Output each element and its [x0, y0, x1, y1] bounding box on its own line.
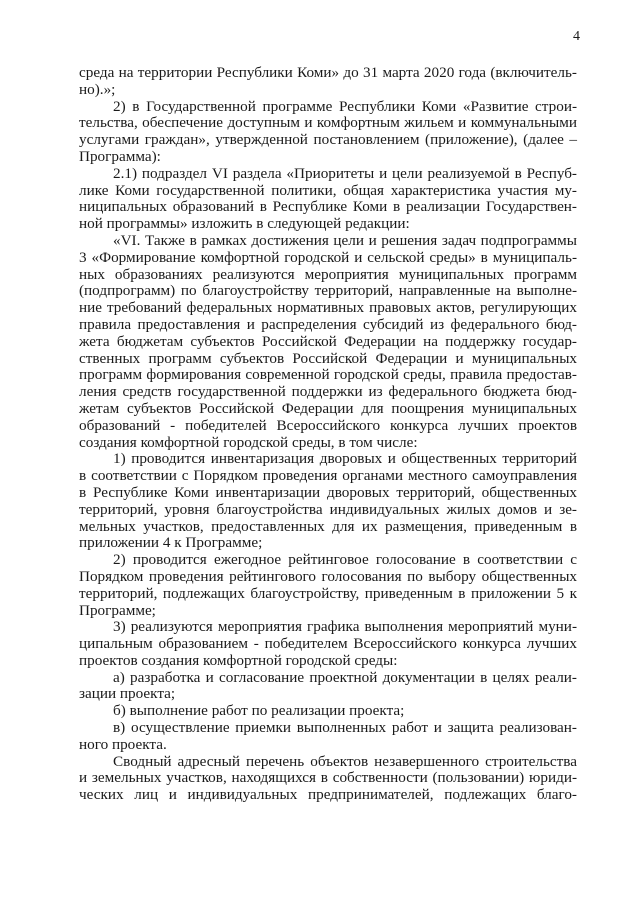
text-line: территорий, уровня благоустройства индивидуальных жилых домов и зе- [79, 500, 577, 518]
page-number: 4 [573, 29, 580, 44]
text-line: лике Коми государственной политики, общая характеристика участия му- [79, 181, 577, 199]
text-line: ной программы» изложить в следующей редакции: [79, 215, 410, 233]
text-line: ления средств государственной поддержки из федерального бюджета бюд- [79, 383, 577, 401]
text-line: приложении 4 к Программе; [79, 534, 263, 552]
text-line: Программа): [79, 147, 161, 165]
text-line: проектов создания комфортной городской среды: [79, 651, 398, 669]
text-line: б) выполнение работ по реализации проекта; [113, 702, 405, 720]
text-line: в Республике Коми инвентаризации дворовых территорий, общественных [79, 483, 577, 501]
text-line: 3) реализуются мероприятия графика выполнения мероприятий муни- [113, 618, 577, 636]
text-line: ных образованиях реализуются мероприятия муниципальных программ [79, 265, 577, 283]
text-line: (подпрограмм) по благоустройству территорий, направленные на выполне- [79, 282, 577, 300]
text-line: мельных участков, предоставленных для их размещения, приведенным в [79, 517, 577, 535]
text-line: ного проекта. [79, 735, 167, 753]
text-line: 2) в Государственной программе Республики Коми «Развитие строи- [113, 97, 577, 115]
text-line: 3 «Формирование комфортной городской и сельской среды» в муниципаль- [79, 248, 577, 266]
text-line: в соответствии с Порядком проведения органами местного самоуправления [79, 467, 577, 485]
text-line: создания комфортной городской среды, в том числе: [79, 433, 418, 451]
body-text [79, 65, 577, 804]
text-line: жета бюджетам субъектов Российской Федерации на поддержку государ- [79, 332, 577, 350]
text-line: а) разработка и согласование проектной документации в целях реали- [113, 668, 577, 686]
text-line: жетам субъектов Российской Федерации для поощрения муниципальных [79, 399, 577, 417]
text-line: образований - победителей Всероссийского конкурса лучших проектов [79, 416, 577, 434]
text-line: ципальным образованием - победителем Всероссийского конкурса лучших [79, 635, 577, 653]
text-line: среда на территории Республики Коми» до 31 марта 2020 года (включитель- [79, 64, 577, 81]
text-line: 1) проводится инвентаризация дворовых и общественных территорий [113, 450, 577, 468]
text-line: зации проекта; [79, 685, 176, 703]
text-line: но).»; [79, 80, 116, 98]
text-line: услугами граждан», утвержденной постановлением (приложение), (далее – [79, 131, 577, 149]
text-line: ственных программ субъектов Российской Федерации и муниципальных [79, 349, 577, 367]
text-line: 2.1) подраздел VI раздела «Приоритеты и цели реализуемой в Респуб- [113, 164, 577, 182]
text-line: ческих лиц и индивидуальных предпринимателей, подлежащих благо- [79, 786, 577, 804]
text-line: и земельных участков, находящихся в собственности (пользовании) юриди- [79, 769, 577, 787]
text-line: 2) проводится ежегодное рейтинговое голосование в соответствии с [113, 551, 577, 569]
text-line: территорий, подлежащих благоустройству, приведенным в приложении 5 к [79, 584, 577, 602]
text-line: ниципальных образований в Республике Коми в реализации Государствен- [79, 198, 577, 216]
text-line: Порядком проведения рейтингового голосования по выбору общественных [79, 567, 577, 585]
text-line: программ формирования современной городской среды, правила предостав- [79, 366, 577, 384]
text-line: «VI. Также в рамках достижения цели и решения задач подпрограммы [113, 231, 577, 249]
text-line: ние требований федеральных нормативных правовых актов, регулирующих [79, 299, 577, 317]
text-line: правила предоставления и распределения субсидий из федерального бюд- [79, 315, 577, 333]
text-line: в) осуществление приемки выполненных работ и защита реализован- [113, 719, 577, 737]
text-line: Программе; [79, 601, 156, 619]
text-line: тельства, обеспечение доступным и комфортным жильем и коммунальными [79, 114, 577, 132]
text-line: Сводный адресный перечень объектов незавершенного строительства [113, 752, 577, 770]
